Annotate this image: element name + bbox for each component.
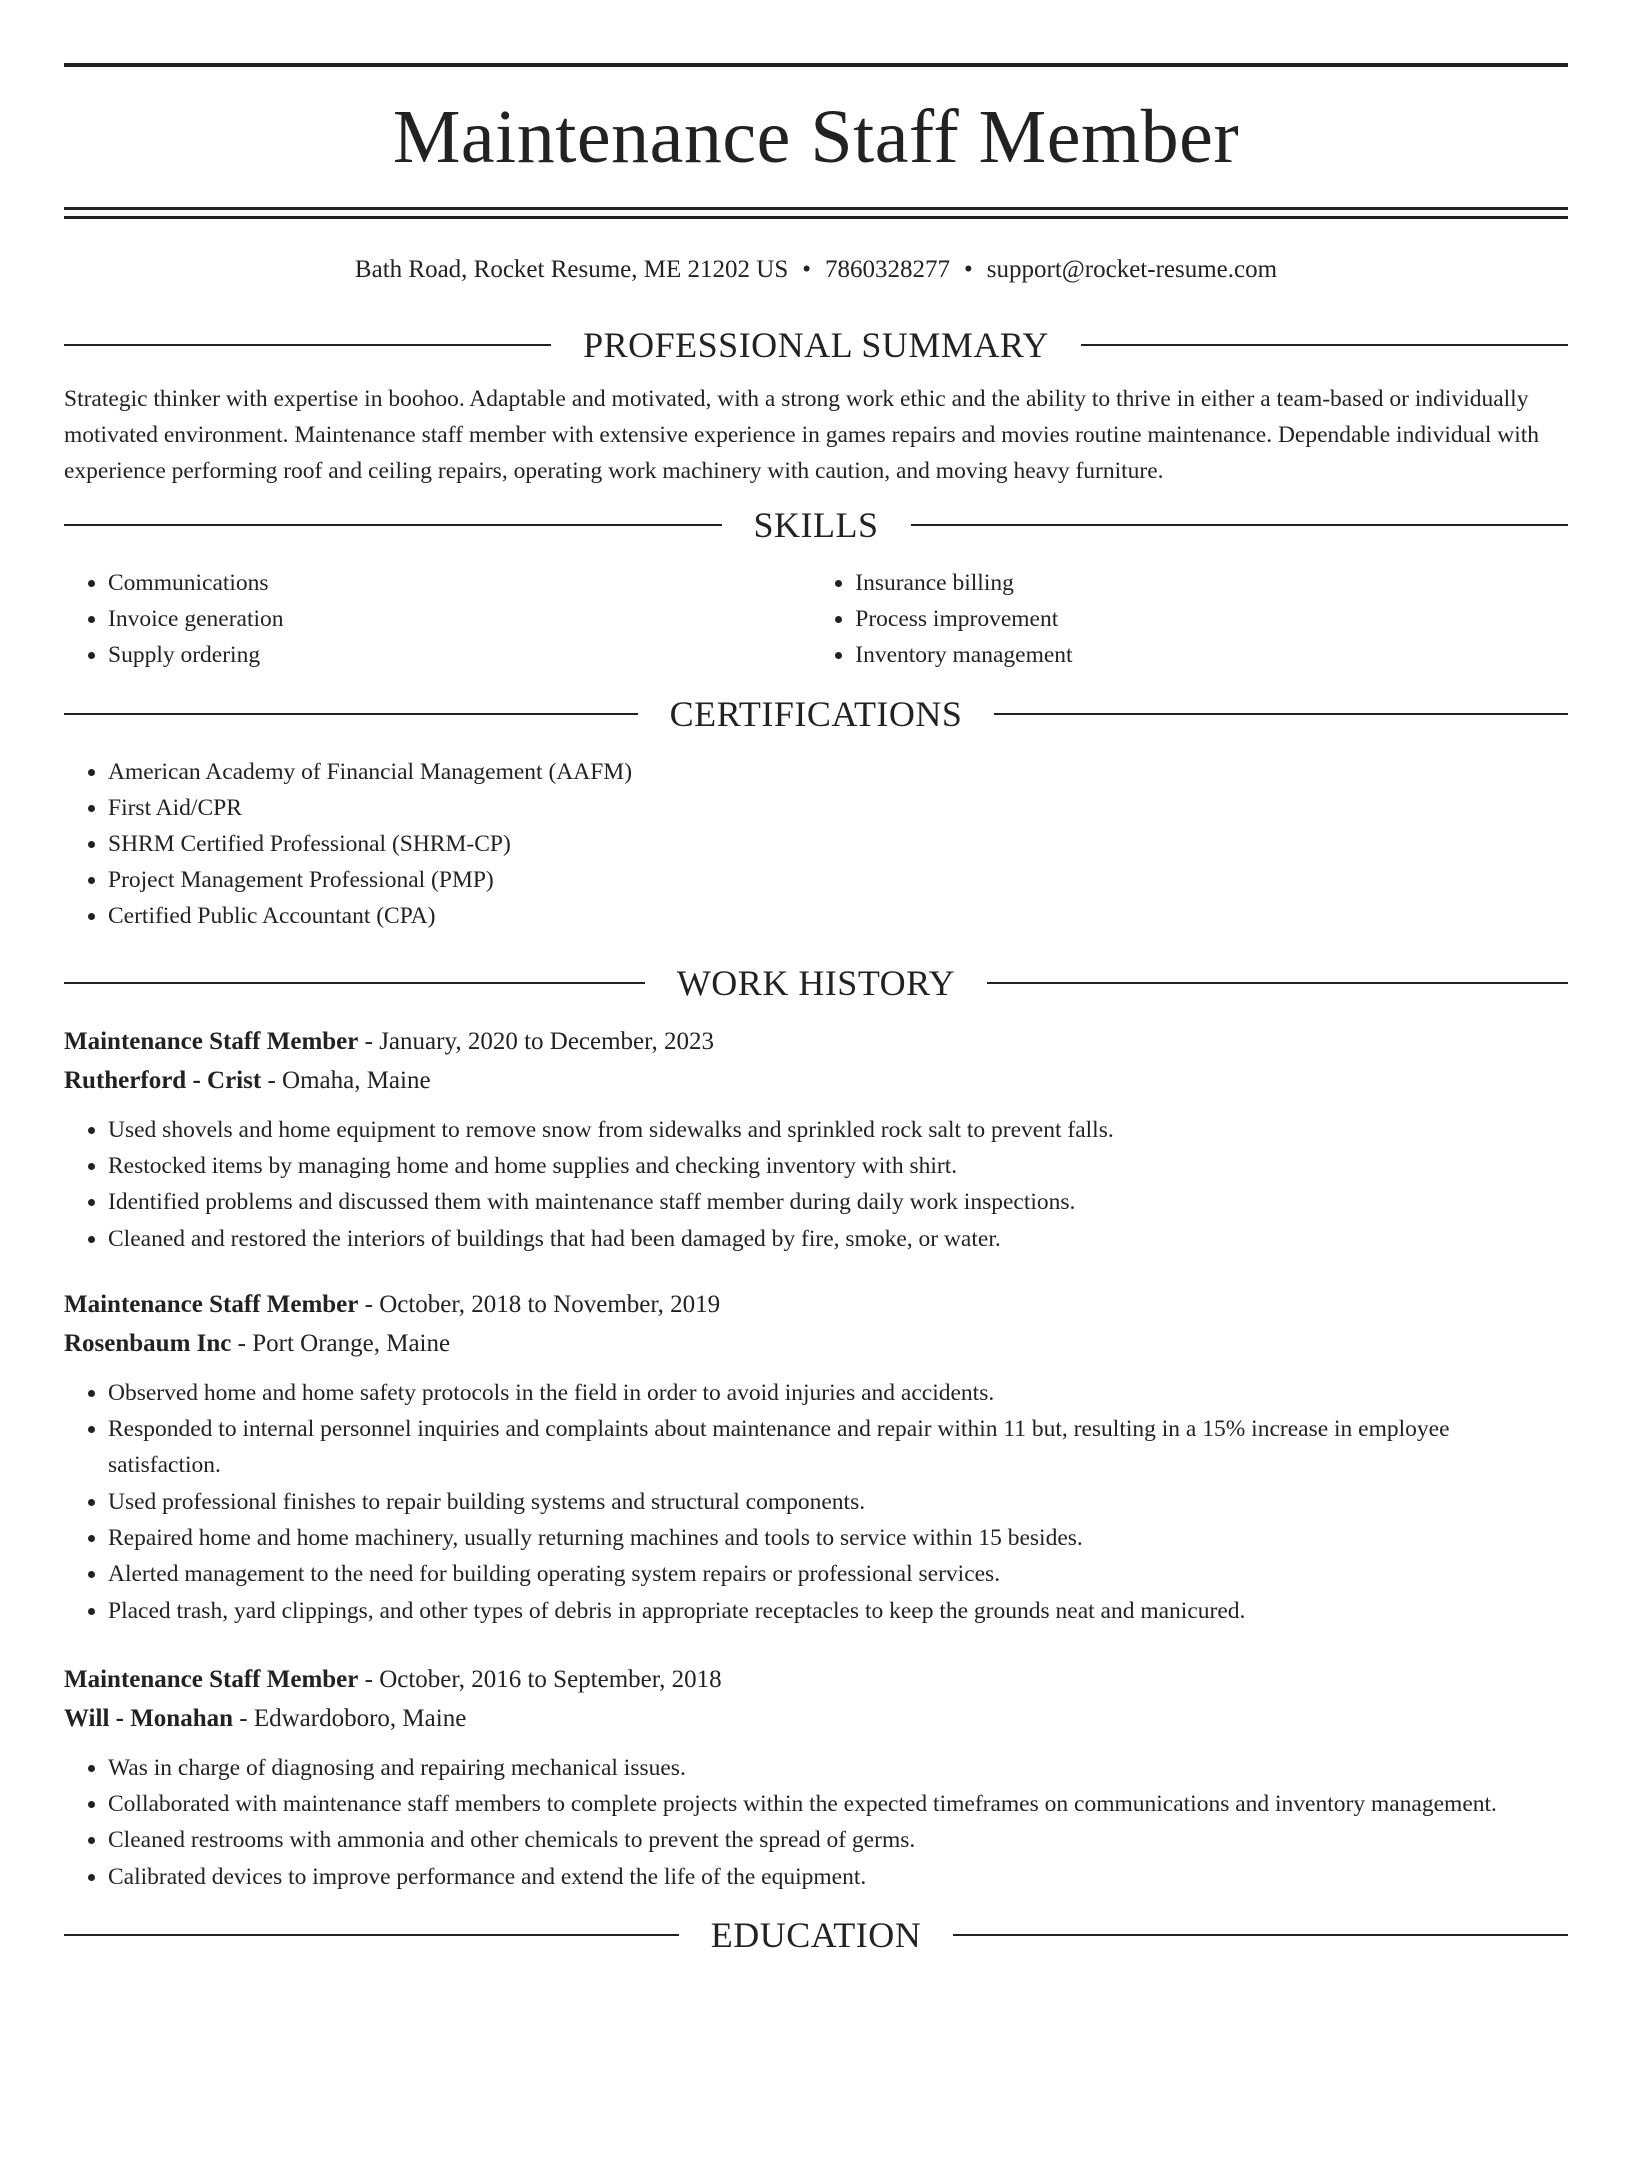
skill-item: • Insurance billing — [855, 565, 1568, 601]
job-entry — [64, 1663, 1568, 1895]
certification-item: • First Aid/CPR — [108, 790, 1568, 826]
certifications-list — [64, 754, 1568, 935]
job-dates: - October, 2016 to September, 2018 — [358, 1665, 722, 1693]
job-company-line — [64, 1327, 1568, 1361]
skill-item: • Communications — [108, 565, 811, 601]
section-heading-certifications — [64, 692, 1568, 736]
job-location: - Edwardoboro, Maine — [233, 1704, 467, 1732]
job-company: Rutherford - Crist — [64, 1066, 262, 1094]
job-title: Maintenance Staff Member — [64, 1665, 359, 1693]
contact-separator: • — [802, 256, 811, 283]
title-double-rule — [64, 207, 1568, 219]
job-bullet: • Collaborated with maintenance staff members to complete projects within the expected timeframes on communications and inventory management. — [108, 1786, 1568, 1822]
job-location: - Omaha, Maine — [261, 1066, 431, 1094]
job-bullet: • Observed home and home safety protocols in the field in order to avoid injuries and accidents. — [108, 1375, 1568, 1411]
contact-email: support@rocket-resume.com — [986, 256, 1278, 283]
job-dates: - January, 2020 to December, 2023 — [358, 1027, 714, 1055]
skills-column-left — [64, 565, 811, 674]
certification-item: • Project Management Professional (PMP) — [108, 862, 1568, 898]
job-bullet: • Was in charge of diagnosing and repairing mechanical issues. — [108, 1750, 1568, 1786]
section-heading-education — [64, 1913, 1568, 1957]
job-dates: - October, 2018 to November, 2019 — [358, 1290, 721, 1318]
job-bullet: • Cleaned and restored the interiors of buildings that had been damaged by fire, smoke, or water. — [108, 1221, 1568, 1257]
job-entry — [64, 1288, 1568, 1629]
job-title: Maintenance Staff Member — [64, 1027, 359, 1055]
job-company-line — [64, 1702, 1568, 1736]
section-heading-work-history — [64, 961, 1568, 1005]
job-location: - Port Orange, Maine — [231, 1329, 451, 1357]
section-heading-summary — [64, 323, 1568, 367]
contact-address: Bath Road, Rocket Resume, ME 21202 US — [354, 256, 789, 283]
job-company-line — [64, 1064, 1568, 1098]
contact-separator: • — [964, 256, 973, 283]
resume-page — [0, 63, 1632, 2175]
job-title: Maintenance Staff Member — [64, 1290, 359, 1318]
skills-column-right — [811, 565, 1568, 674]
job-bullet: • Used shovels and home equipment to remove snow from sidewalks and sprinkled rock salt to prevent falls. — [108, 1112, 1568, 1148]
job-bullets — [64, 1750, 1568, 1895]
job-bullet: • Identified problems and discussed them with maintenance staff member during daily work inspections. — [108, 1184, 1568, 1220]
job-bullet: • Repaired home and home machinery, usually returning machines and tools to service within 15 besides. — [108, 1520, 1568, 1556]
summary-text: Strategic thinker with expertise in boohoo. Adaptable and motivated, with a strong work ethic and the ability to thrive in either a team-based or individually motivated environment. Maintenance staff member with extensive experience in games repairs and movies routine maintenance. Dependable individual with experience performing roof and ceiling repairs, operating work machinery with caution, and moving heavy furniture. — [64, 386, 1540, 484]
certification-item: • SHRM Certified Professional (SHRM-CP) — [108, 826, 1568, 862]
contact-line — [64, 255, 1568, 285]
job-company: Will - Monahan — [64, 1704, 234, 1732]
job-bullets — [64, 1112, 1568, 1257]
section-title: PROFESSIONAL SUMMARY — [583, 325, 1049, 365]
job-entry — [64, 1025, 1568, 1257]
job-bullets — [64, 1375, 1568, 1629]
section-title: SKILLS — [753, 505, 879, 545]
job-title-line — [64, 1288, 1568, 1322]
section-title: CERTIFICATIONS — [669, 693, 963, 734]
job-bullet: • Cleaned restrooms with ammonia and other chemicals to prevent the spread of germs. — [108, 1822, 1568, 1858]
job-title-line — [64, 1025, 1568, 1059]
top-rule — [64, 63, 1568, 67]
contact-phone: 7860328277 — [825, 256, 950, 283]
job-company: Rosenbaum Inc — [64, 1329, 232, 1357]
skill-item: • Inventory management — [855, 637, 1568, 673]
job-title-line — [64, 1663, 1568, 1697]
certification-item: • Certified Public Accountant (CPA) — [108, 898, 1568, 934]
job-bullet: • Placed trash, yard clippings, and other types of debris in appropriate receptacles to keep the grounds neat and manicured. — [108, 1593, 1568, 1629]
job-bullet: • Calibrated devices to improve performance and extend the life of the equipment. — [108, 1859, 1568, 1895]
job-bullet: • Restocked items by managing home and home supplies and checking inventory with shirt. — [108, 1148, 1568, 1184]
skill-item: • Supply ordering — [108, 637, 811, 673]
resume-title: Maintenance Staff Member — [392, 95, 1240, 179]
job-bullet: • Used professional finishes to repair building systems and structural components. — [108, 1484, 1568, 1520]
job-bullet: • Alerted management to the need for building operating system repairs or professional services. — [108, 1556, 1568, 1592]
job-bullet: • Responded to internal personnel inquiries and complaints about maintenance and repair within 11 but, resulting in a 15% increase in employee satisfaction. — [108, 1411, 1568, 1484]
certification-item: • American Academy of Financial Management (AAFM) — [108, 754, 1568, 790]
skills-list — [64, 565, 1568, 674]
section-title: WORK HISTORY — [676, 962, 956, 1003]
section-heading-skills — [64, 503, 1568, 547]
skill-item: • Process improvement — [855, 601, 1568, 637]
section-title: EDUCATION — [710, 1915, 922, 1956]
skill-item: • Invoice generation — [108, 601, 811, 637]
